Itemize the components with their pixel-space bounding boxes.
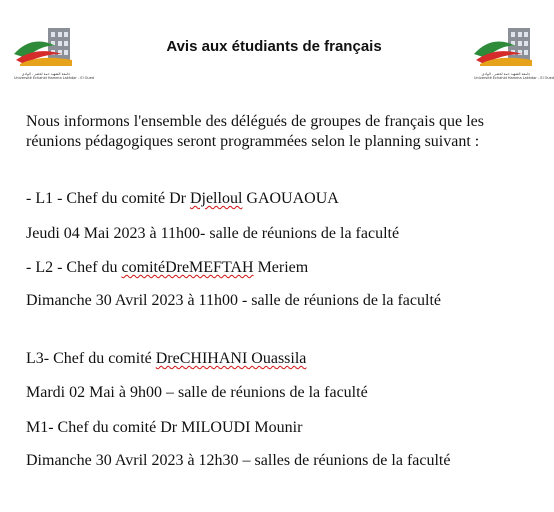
l2-committee-line	[26, 258, 484, 278]
l1-rest: GAOUAOUA	[242, 190, 339, 207]
logo-caption-arabic: جامعة الشهيد حمة لخضر - الوادي	[21, 72, 71, 76]
logo-caption-arabic: جامعة الشهيد حمة لخضر - الوادي	[481, 72, 531, 76]
l2-flagged-word: comitéDreMEFTAH	[121, 259, 254, 276]
logo-caption-latin: Université Echahid Hamma Lakhdar - El Oued	[14, 76, 95, 80]
l3-flagged-word: DreCHIHANI Ouassila	[155, 350, 307, 367]
l2-prefix: - L2 - Chef du	[26, 259, 122, 276]
logo-caption-latin: Université Echahid Hamma Lakhdar - El Oued	[474, 76, 554, 80]
m1-prefix: M1- Chef du comité Dr MILOUDI Mounir	[26, 419, 303, 436]
l2-meeting-detail: Dimanche 30 Avril 2023 à 11h00 - salle de réunions de la faculté	[26, 292, 441, 309]
l3-committee-line	[26, 349, 484, 369]
l1-committee-line	[26, 189, 484, 209]
l1-flagged-word: Djelloul	[189, 190, 243, 207]
l1-meeting-detail: Jeudi 04 Mai 2023 à 11h00- salle de réunions de la faculté	[26, 225, 400, 242]
m1-committee-line	[26, 418, 484, 438]
l3-prefix: L3- Chef du comité	[26, 350, 156, 367]
m1-meeting-detail: Dimanche 30 Avril 2023 à 12h30 – salles de réunions de la faculté	[26, 452, 451, 469]
l3-meeting-detail: Mardi 02 Mai à 9h00 – salle de réunions de la faculté	[26, 384, 368, 401]
intro-paragraph: Nous informons l'ensemble des délégués de groupes de français que les réunions pédagogiques seront programmées selon le planning suivant :	[26, 113, 484, 150]
l2-rest: Meriem	[253, 259, 309, 276]
l1-prefix: - L1 - Chef du comité Dr	[26, 190, 190, 207]
notice-title: Avis aux étudiants de français	[166, 38, 382, 55]
